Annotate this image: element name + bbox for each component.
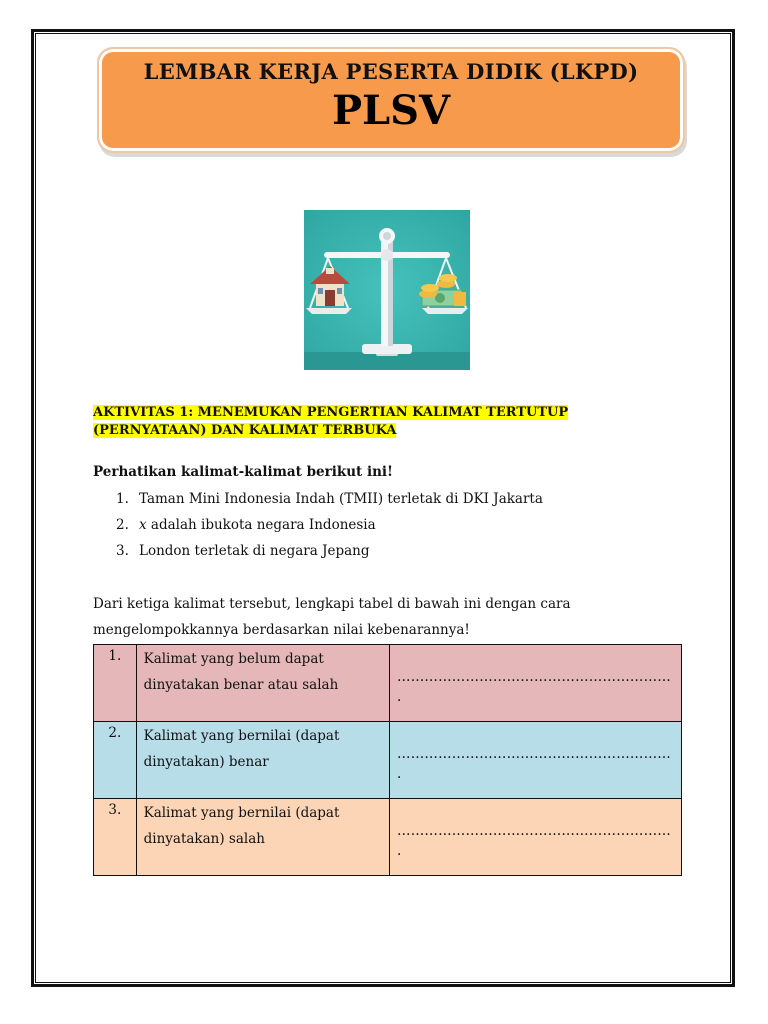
instruction-text: Perhatikan kalimat-kalimat berikut ini!: [93, 464, 393, 480]
list-item: 2. x adalah ibukota negara Indonesia: [116, 517, 376, 533]
variable-x: x: [139, 517, 147, 533]
table-row: [94, 645, 682, 722]
row-number: 1.: [94, 645, 137, 722]
sentence-list: [116, 488, 543, 566]
activity-heading-line1: AKTIVITAS 1: MENEMUKAN PENGERTIAN KALIMAT TERTUTUP: [93, 405, 569, 420]
title-banner: [97, 47, 685, 153]
row-number: 3.: [94, 799, 137, 876]
answer-table: [93, 644, 682, 876]
topic-title: PLSV: [331, 87, 451, 134]
row-description: Kalimat yang bernilai (dapat dinyatakan) salah: [136, 799, 389, 876]
row-number: 2.: [94, 722, 137, 799]
list-item: 1. Taman Mini Indonesia Indah (TMII) terletak di DKI Jakarta: [116, 491, 543, 507]
list-item: 3. London terletak di negara Jepang: [116, 543, 370, 559]
activity-heading-line2: (PERNYATAAN) DAN KALIMAT TERBUKA: [93, 423, 397, 438]
instruction-paragraph: Dari ketiga kalimat tersebut, lengkapi tabel di bawah ini dengan cara mengelompokkannya berdasarkan nilai kebenarannya!: [93, 596, 571, 638]
answer-blank[interactable]: …………………………………………………… .: [390, 722, 682, 799]
answer-blank[interactable]: …………………………………………………… .: [390, 799, 682, 876]
row-description: Kalimat yang bernilai (dapat dinyatakan) benar: [136, 722, 389, 799]
activity-heading: [93, 404, 675, 440]
worksheet-title: LEMBAR KERJA PESERTA DIDIK (LKPD): [143, 59, 639, 84]
answer-blank[interactable]: …………………………………………………… .: [390, 645, 682, 722]
balance-scale-house-money-icon: [304, 210, 470, 370]
row-description: Kalimat yang belum dapat dinyatakan benar atau salah: [136, 645, 389, 722]
table-row: [94, 722, 682, 799]
table-row: [94, 799, 682, 876]
